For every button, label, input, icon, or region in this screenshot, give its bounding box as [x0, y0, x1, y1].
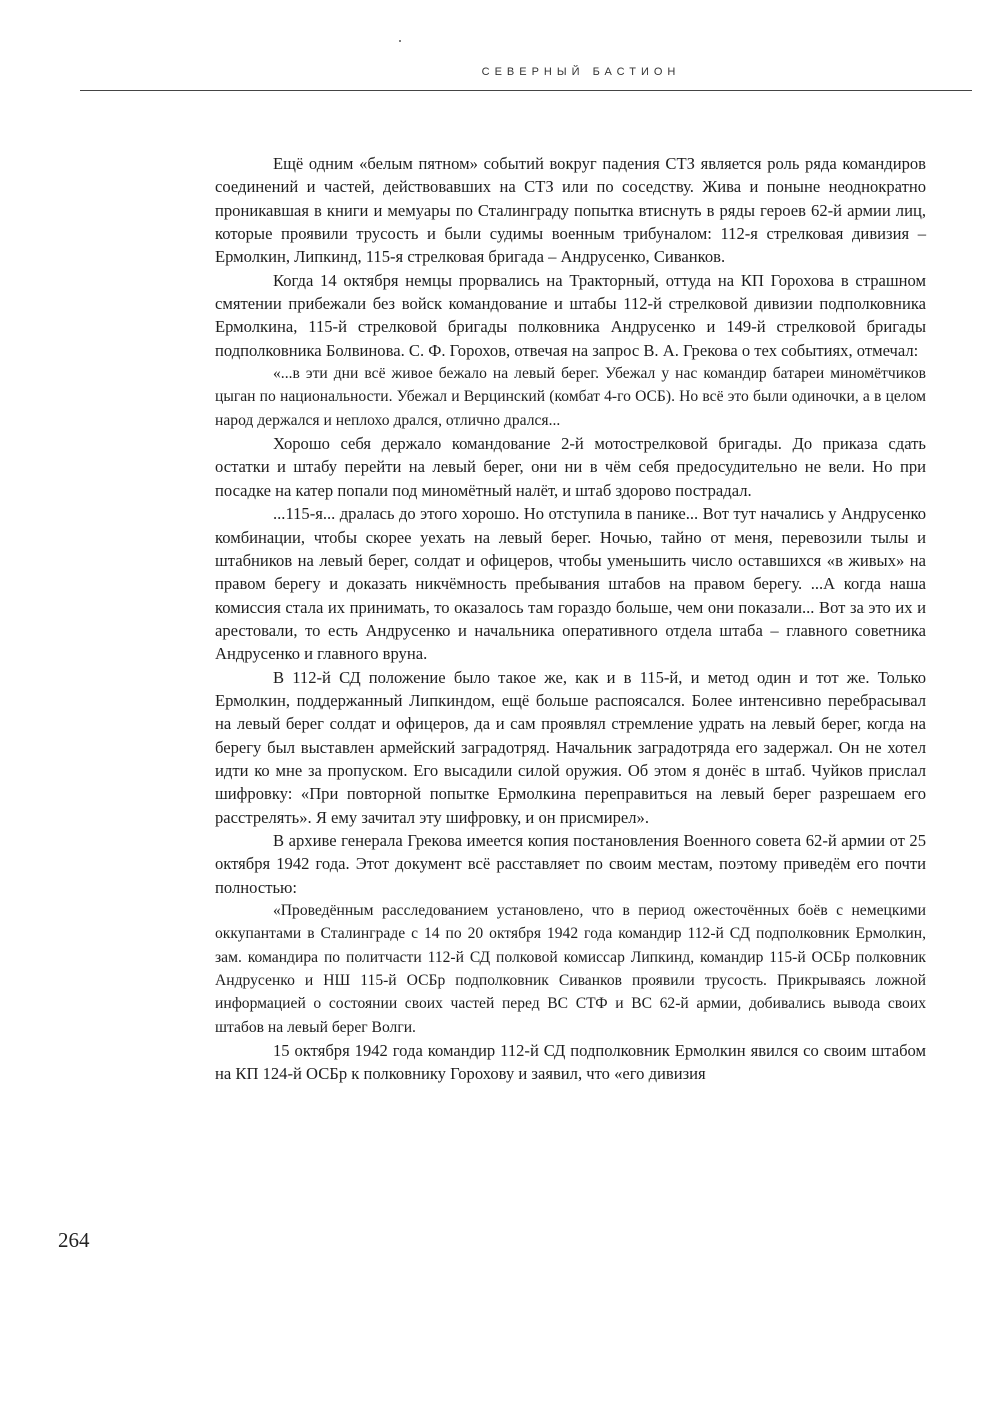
scan-speck: [399, 40, 401, 42]
quote-paragraph: «...в эти дни всё живое бежало на левый берег. Убежал у нас командир батареи миномётчиков цыган по национальности. Убежал и Верцинский (комбат 4-го ОСБ). Но всё это были одиночки, а в целом народ держался и неплохо дрался, отлично дрался...: [215, 365, 926, 429]
paragraph: Ещё одним «белым пятном» событий вокруг падения СТЗ является роль ряда командиров соединений и частей, действовавших на СТЗ или по соседству. Жива и поныне неоднократно проникавшая в книги и мемуары по Сталинграду попытка втиснуть в ряды героев 62-й армии лиц, которые проявили трусость и были судимы военным трибуналом: 112-я стрелковая дивизия – Ермолкин, Липкинд, 115-я стрелковая бригада – Андрусенко, Сиванков.: [215, 154, 926, 267]
paragraph: 15 октября 1942 года командир 112-й СД подполковник Ермолкин явился со своим штабом на КП 124-й ОСБр к полковнику Горохову и заявил, что «его дивизия: [215, 1041, 926, 1084]
main-text: [215, 152, 926, 1086]
page-number: 264: [58, 1228, 90, 1252]
paragraph: ...115-я... дралась до этого хорошо. Но отступила в панике... Вот тут начались у Андрусенко комбинации, чтобы скорее уехать на левый берег. Ночью, тайно от меня, перевозили тылы и штабников на левый берег, солдат и офицеров, чтобы уменьшить число оставшихся «в живых» на правом берегу и доказать никчёмность пребывания штабов на правом берегу. ...А когда наша комиссия стала их принимать, то оказалось там гораздо больше, чем они показали... Вот за это их и арестовали, то есть Андрусенко и начальника оперативного отдела штаба – главного советника Андрусенко и главного вруна.: [215, 504, 926, 664]
running-header: СЕВЕРНЫЙ БАСТИОН: [481, 66, 681, 78]
header-rule: [80, 90, 972, 91]
paragraph: В архиве генерала Грекова имеется копия постановления Военного совета 62-й армии от 25 октября 1942 года. Этот документ всё расставляет по своим местам, поэтому приведём его почти полностью:: [215, 830, 926, 897]
paragraph: В 112-й СД положение было такое же, как и в 115-й, и метод один и тот же. Только Ермолкин, поддержанный Липкиндом, ещё больше распоясался. Более интенсивно перебрасывал на левый берег солдат и офицеров, да и сам проявлял стремление удрать на левый берег, когда на берегу был выставлен армейский заградотряд. Начальник заградотряда его задержал. Он не хотел идти ко мне за пропуском. Его высадили силой оружия. Об этом я донёс в штаб. Чуйков прислал шифровку: «При повторной попытке Ермолкина переправиться на левый берег разрешаем его расстрелять». Я ему зачитал эту шифровку, и он присмирел».: [215, 667, 926, 827]
quote-paragraph: «Проведённым расследованием установлено, что в период ожесточённых боёв с немецкими оккупантами в Сталинграде с 14 по 20 октября 1942 года командир 112-й СД подполковник Ермолкин, зам. командира по политчасти 112-й СД полковой комиссар Липкинд, командир 115-й ОСБр полковник Андрусенко и НШ 115-й ОСБр подполковник Сиванков проявили трусость. Прикрываясь ложной информацией о состоянии своих частей перед ВС СТФ и ВС 62-й армии, добивались вывода своих штабов на левый берег Волги.: [215, 902, 926, 1036]
paragraph: Когда 14 октября немцы прорвались на Тракторный, оттуда на КП Горохова в страшном смятении прибежали без войск командование и штабы 112-й стрелковой дивизии подполковника Ермолкина, 115-й стрелковой бригады полковника Андрусенко и 149-й стрелковой бригады подполковника Болвинова. С. Ф. Горохов, отвечая на запрос В. А. Грекова о тех событиях, отмечал:: [215, 270, 926, 360]
paragraph: Хорошо себя держало командование 2-й мотострелковой бригады. До приказа сдать остатки и штабу перейти на левый берег, они ни в чём себя предосудительно не вели. Но при посадке на катер попали под миномётный налёт, и штаб здорово пострадал.: [215, 434, 926, 500]
